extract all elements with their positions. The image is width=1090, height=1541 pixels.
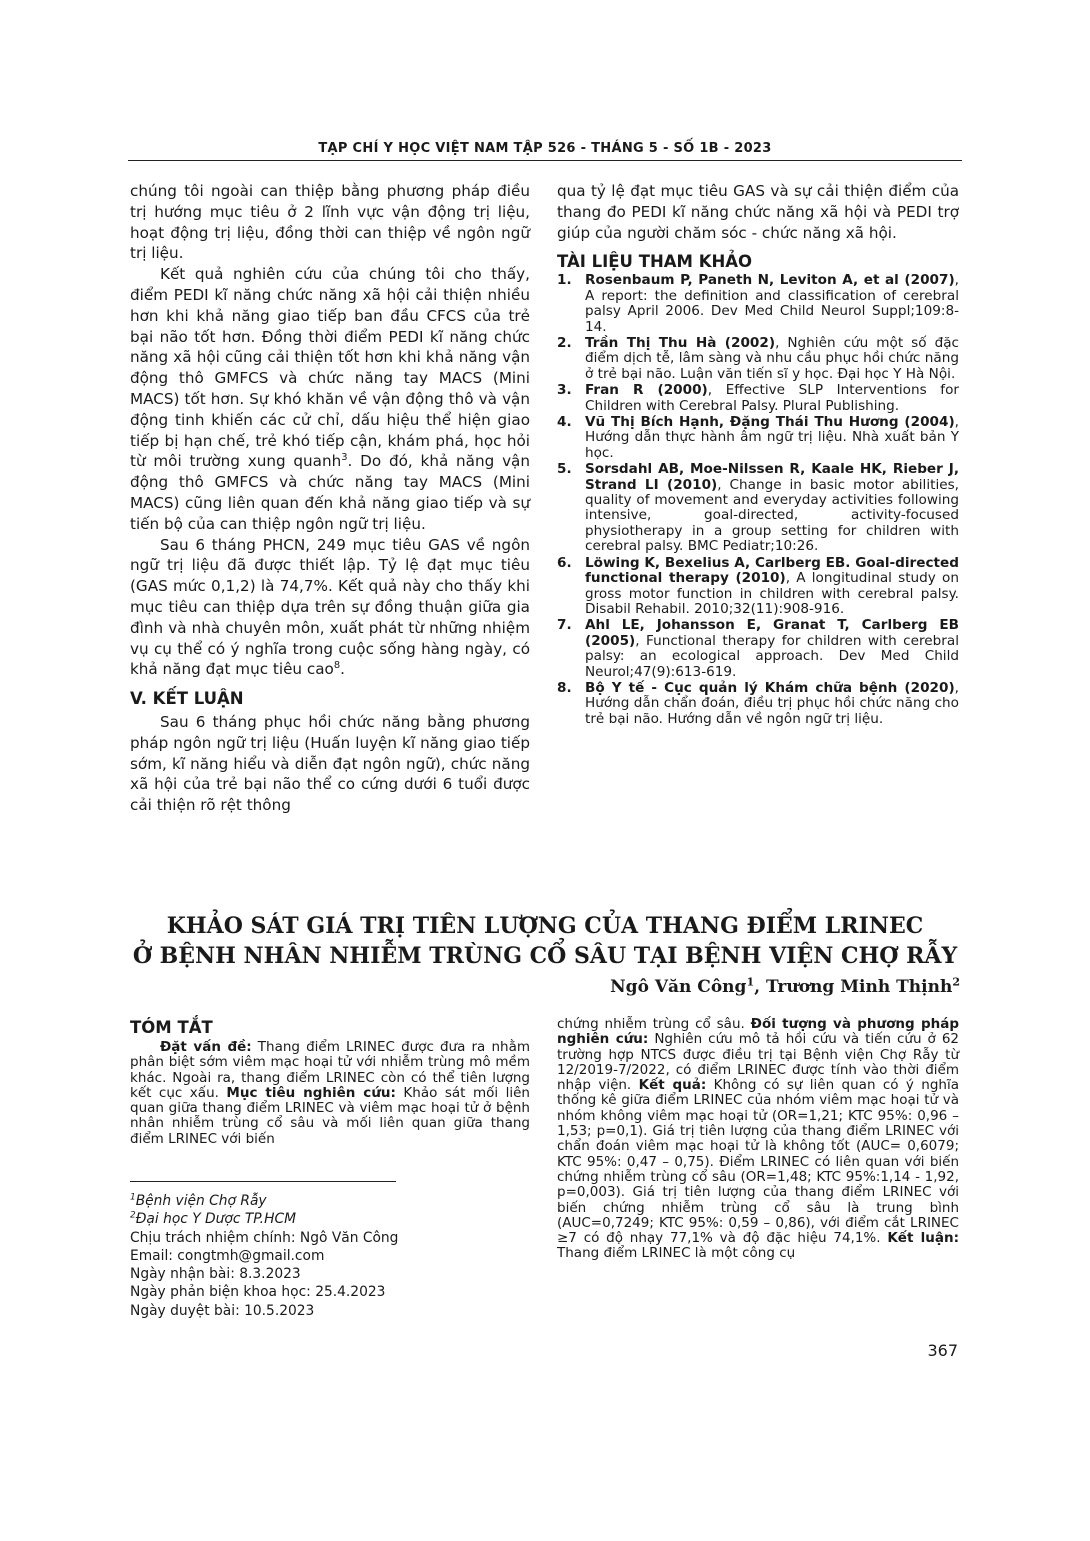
title-line: KHẢO SÁT GIÁ TRỊ TIÊN LƯỢNG CỦA THANG ĐIỂM LRINEC [166, 913, 924, 939]
abstract-heading: TÓM TẮT [130, 1018, 213, 1037]
reference-item: 8. Bộ Y tế - Cục quản lý Khám chữa bệnh (2020), Hướng dẫn chẩn đoán, điều trị phục hồi chức năng cho trẻ bại não. Hướng dẫn về ngôn ngữ trị liệu. [557, 679, 959, 727]
running-header: TẠP CHÍ Y HỌC VIỆT NAM TẬP 526 - THÁNG 5 - SỐ 1B - 2023 [318, 141, 772, 156]
paragraph: Kết quả nghiên cứu của chúng tôi cho thấy, điểm PEDI kĩ năng chức năng xã hội cải thiện nhiều hơn khi khả năng giao tiếp ban đầu CFCS của trẻ bại não tốt hơn. Đồng thời điểm PEDI kĩ năng chức năng xã hội cũng cải thiện tốt hơn khi khả năng vận động thô GMFCS và chức năng tay MACS (Mini MACS) tốt hơn. Sự khó khăn về vận động thô và vận động tinh khiến các cử chỉ, dấu hiệu thể hiện giao tiếp bị hạn chế, trẻ khó tiếp cận, khám phá, học hỏi từ môi trường xung quanh$^3$. Do đó, khả năng vận động thô GMFCS và chức năng tay MACS (Mini MACS) cũng liên quan đến khả năng giao tiếp và sự tiến bộ của can thiệp ngôn ngữ trị liệu. [130, 265, 530, 533]
corresponding-author: Chịu trách nhiệm chính: Ngô Văn Công [130, 1229, 399, 1246]
reference-item: 7. Ahl LE, Johansson E, Granat T, Carlberg EB (2005), Functional therapy for children with cerebral palsy: an ecological approach. Dev Med Child Neurol;47(9):613-619. [557, 617, 959, 680]
abstract-paragraph: Đặt vấn đề: Thang điểm LRINEC được đưa ra nhằm phân biệt sớm viêm mạc hoại tử với nhiễm trùng mô mềm khác. Ngoài ra, thang điểm LRINEC còn có thể tiên lượng kết cục xấu. Mục tiêu nghiên cứu: Khảo sát mối liên quan giữa thang điểm LRINEC và viêm mạc hoại tử ở bệnh nhân nhiễm trùng cổ sâu và mối liên quan giữa thang điểm LRINEC với biến [130, 1039, 530, 1147]
reference-item: 2. Trần Thị Thu Hà (2002), Nghiên cứu một số đặc điểm dịch tễ, lâm sàng và nhu cầu phục hồi chức năng ở trẻ bại não. Luận văn tiến sĩ y học. Đại học Y Hà Nội. [557, 335, 960, 382]
affiliation: $^1$Bệnh viện Chợ Rẫy [130, 1192, 267, 1209]
citation-marker: 3 [341, 452, 348, 464]
article-title [130, 911, 960, 971]
abstract-right [557, 1017, 959, 1262]
header-rule [128, 160, 962, 161]
reference-item: 6. Löwing K, Bexelius A, Carlberg EB. Goal-directed functional therapy (2010), A longitudinal study on gross motor function in children with cerebral palsy. Disabil Rehabil. 2010;32(11):908-916. [557, 554, 959, 617]
date-approved: Ngày duyệt bài: 10.5.2023 [130, 1302, 315, 1319]
paragraph: Sau 6 tháng PHCN, 249 mục tiêu GAS về ngôn ngữ trị liệu đã được thiết lập. Tỷ lệ đạt mục tiêu (GAS mức 0,1,2) là 74,7%. Kết quả này cho thấy khi mục tiêu can thiệp dựa trên sự đồng thuận giữa gia đình và nhà chuyên môn, xuất phát từ những nhiệm vụ cụ thể có ý nghĩa trong cuộc sống hàng ngày, có khả năng đạt mục tiêu cao$^8$. [130, 535, 530, 679]
date-received: Ngày nhận bài: 8.3.2023 [130, 1266, 301, 1283]
date-reviewed: Ngày phản biện khoa học: 25.4.2023 [130, 1284, 386, 1301]
footnote-rule [130, 1181, 396, 1182]
page-number: 367 [927, 1341, 958, 1360]
citation-marker: 8 [333, 660, 341, 672]
footnotes [130, 1192, 530, 1320]
abstract-paragraph: chứng nhiễm trùng cổ sâu. Đối tượng và phương pháp nghiên cứu: Nghiên cứu mô tả hồi cứu và tiến cứu ở 62 trường hợp NTCS được điều trị tại Bệnh viện Chợ Rẫy từ 12/2019-7/2022, có điểm LRINEC được tính vào thời điểm nhập viện. Kết quả: Không có sự liên quan có ý nghĩa thống kê giữa điểm LRINEC của nhóm viêm mạc hoại tử và nhóm không viêm mạc hoại tử (OR=1,21; KTC 95%: 0,96 – 1,53; p=0,1). Giá trị tiên lượng của thang điểm LRINEC với chẩn đoán viêm mạc hoại tử là không tốt (AUC= 0,6079; KTC 95%: 0,47 – 0,75). Điểm LRINEC có liên quan với biến chứng nhiễm trùng cổ sâu (OR=1,48; KTC 95%:1,14 - 1,92, p=0,003). Giá trị tiên lượng của thang điểm LRINEC với biến chứng nhiễm trùng cổ sâu là trung bình (AUC=0,7249; KTC 95%: 0,59 – 0,86), với điểm cắt LRINEC ≥7 có độ nhạy 77,1% và độ đặc hiệu 74,1%. Kết luận: Thang điểm LRINEC là một công cụ [557, 1016, 959, 1262]
author-line: Ngô Văn Công$^1$, Trương Minh Thịnh$^2$ [610, 975, 960, 997]
paragraph: qua tỷ lệ đạt mục tiêu GAS và sự cải thiện điểm của thang đo PEDI kĩ năng chức năng xã hội và PEDI trợ giúp của người chăm sóc - chức năng xã hội. [557, 182, 959, 242]
left-column [130, 181, 530, 816]
section-heading: TÀI LIỆU THAM KHẢO [557, 252, 753, 272]
affiliation: $^2$Đại học Y Dược TP.HCM [130, 1210, 296, 1228]
title-line: Ở BỆNH NHÂN NHIỄM TRÙNG CỔ SÂU TẠI BỆNH VIỆN CHỢ RẪY [132, 943, 958, 969]
reference-item: 1. Rosenbaum P, Paneth N, Leviton A, et al (2007), A report: the definition and classification of cerebral palsy April 2006. Dev Med Child Neurol Suppl;109:8-14. [557, 272, 959, 335]
paragraph: chúng tôi ngoài can thiệp bằng phương pháp điều trị hướng mục tiêu ở 2 lĩnh vực vận động trị liệu, hoạt động trị liệu, đồng thời can thiệp về ngôn ngữ trị liệu. [130, 182, 530, 263]
paragraph: Sau 6 tháng phục hồi chức năng bằng phương pháp ngôn ngữ trị liệu (Huấn luyện kĩ năng giao tiếp sớm, kĩ năng hiểu và diễn đạt ngôn ngữ), chức năng xã hội của trẻ bại não thể co cứng dưới 6 tuổi được cải thiện rõ rệt thông [130, 712, 530, 815]
section-heading: V. KẾT LUẬN [130, 689, 244, 709]
reference-list [557, 273, 959, 727]
reference-item: 4. Vũ Thị Bích Hạnh, Đặng Thái Thu Hương (2004), Hướng dẫn thực hành âm ngữ trị liệu. Nhà xuất bản Y học. [557, 414, 959, 461]
right-column [557, 181, 959, 728]
abstract-left [130, 1040, 530, 1147]
reference-item: 5. Sorsdahl AB, Moe-Nilssen R, Kaale HK, Rieber J, Strand LI (2010), Change in basic motor abilities, quality of movement and everyday activities following intensive, goal-directed, activity-focused physiotherapy in a group setting for children with cerebral palsy. BMC Pediatr;10:26. [557, 461, 959, 555]
email: Email: congtmh@gmail.com [130, 1247, 325, 1264]
reference-item: 3. Fran R (2000), Effective SLP Interventions for Children with Cerebral Palsy. Plural Publishing. [557, 382, 959, 414]
